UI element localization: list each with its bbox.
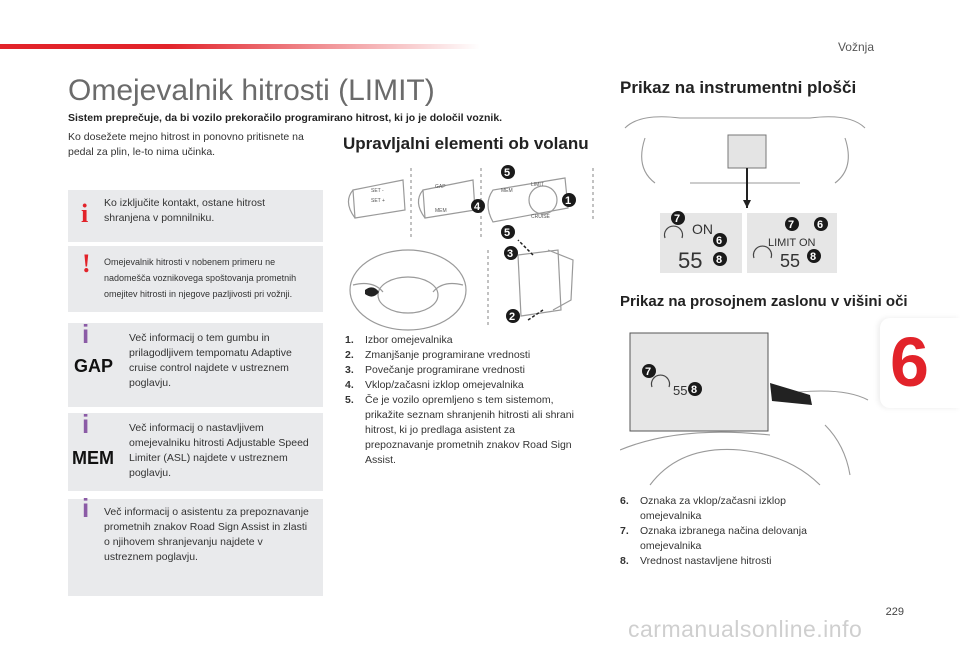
marker-2 [506,309,520,323]
info-box-mem [68,409,323,491]
svg-text:7: 7 [674,213,681,225]
instrument-panel-illustration [620,108,870,276]
marker-8-b [807,249,821,263]
stalk-label-set-plus: SET + [371,198,385,204]
warning-box [68,246,323,312]
hud-illustration [620,325,870,490]
header-accent-bar [0,44,480,49]
list-item: 7. Oznaka izbranega načina delovanja omejevalnika [620,525,807,552]
marker-6 [713,233,727,247]
marker-1 [562,193,576,207]
svg-text:2: 2 [509,311,516,323]
list-item: 5. Če je vozilo opremljeno s tem sistemom, prikažite seznam shranjenih hitrosti ali shrani hitrost, ki jo predlaga asistent za prepoznavanje prometnih znakov Road Sign Assist. [345,394,574,466]
stalk-label-mem-2: MEM [501,188,513,194]
svg-text:1: 1 [565,195,572,207]
svg-text:3: 3 [507,248,514,260]
cluster-screen [728,135,766,168]
marker-4 [471,199,485,213]
marker-6-b [814,217,828,231]
marker-8-hud [688,382,702,396]
info-box-text: Več informacij o tem gumbu in prilagodljivem tempomatu Adaptive cruise control najdete v ustreznem poglavju. [129,332,292,389]
svg-text:6: 6 [817,219,824,231]
display-list [620,494,840,569]
svg-text:8: 8 [691,384,698,396]
marker-7-b [785,217,799,231]
svg-text:5: 5 [504,167,511,179]
controls-list [345,333,585,468]
svg-text:7: 7 [645,366,652,378]
svg-text:6: 6 [716,235,723,247]
section-heading-hud: Prikaz na prosojnem zaslonu v višini oči [620,293,908,310]
marker-8 [713,252,727,266]
list-item: 1. Izbor omejevalnika [345,334,453,346]
marker-5-b [501,225,515,239]
marker-7-hud [642,364,656,378]
section-heading-instrument-panel: Prikaz na instrumentni plošči [620,78,857,97]
page-number: 229 [885,606,904,618]
speed-value: 55 [678,248,703,273]
list-item: 4. Vklop/začasni izklop omejevalnika [345,379,524,391]
info-icon: i [81,199,89,228]
info-box-road-sign [68,493,323,596]
hud-projector [770,383,812,405]
stalk-label-limit: LIMIT [531,182,544,188]
button-icon [365,287,379,296]
list-item: 8. Vrednost nastavljene hitrosti [620,555,772,567]
stalk-label-gap: GAP [435,184,446,190]
svg-text:8: 8 [716,254,723,266]
on-label: ON [692,221,713,237]
info-icon: i [82,493,90,523]
intro-text: Ko dosežete mejno hitrost in ponovno pritisnete na pedal za plin, le-to nima učinka. [68,131,304,158]
info-box-text: Več informacij o asistentu za prepoznavanje prometnih znakov Road Sign Assist in zlasti o njihovem shranjevanju najdete v ustreznem poglavju. [104,506,309,563]
warning-box-text: Omejevalnik hitrosti v nobenem primeru ne nadomešča voznikovega spoštovanja prometnih omejitev hitrosti in njegove pazljivosti pri vožnji. [104,257,297,299]
svg-text:4: 4 [474,201,481,213]
watermark: carmanualsonline.info [628,616,863,642]
svg-text:5: 5 [504,227,511,239]
stalk-label-set-minus: SET - [371,188,384,194]
hud-speed-value: 55 [673,383,688,398]
section-heading-controls: Upravljalni elementi ob volanu [343,134,589,153]
chapter-number: 6 [890,323,929,401]
hud-screen [630,333,768,431]
info-icon: i [82,319,90,349]
marker-3 [504,246,518,260]
svg-text:8: 8 [810,251,817,263]
section-title: Vožnja [837,40,874,54]
list-item: 2. Zmanjšanje programirane vrednosti [345,349,531,361]
speed-value-limit: 55 [780,251,801,271]
warning-icon: ! [82,249,91,278]
info-box-memory [68,190,323,242]
page-title: Omejevalnik hitrosti (LIMIT) [68,74,435,107]
steering-controls-illustration [343,160,605,332]
stalk-label-cruise: CRUISE [531,214,550,220]
stalk-label-mem: MEM [435,208,447,214]
info-box-text: Več informacij o nastavljivem omejevalniku hitrosti Adjustable Speed Limiter (ASL) najdete v ustreznem poglavju. [129,422,309,479]
marker-5 [501,165,515,179]
info-box-gap [68,319,323,407]
gap-label: GAP [74,356,114,376]
list-item: 3. Povečanje programirane vrednosti [345,364,525,376]
intro-bold: Sistem preprečuje, da bi vozilo prekoračilo programirano hitrost, ki jo je določil voznik. [68,112,503,124]
info-box-text: Ko izključite kontakt, ostane hitrost shranjena v pomnilniku. [104,197,266,224]
limit-on-label: LIMIT ON [768,237,816,249]
mem-label: MEM [72,448,114,468]
marker-7 [671,211,685,225]
info-icon: i [82,409,90,439]
svg-text:7: 7 [788,219,795,231]
list-item: 6. Oznaka za vklop/začasni izklop omejevalnika [620,495,786,522]
